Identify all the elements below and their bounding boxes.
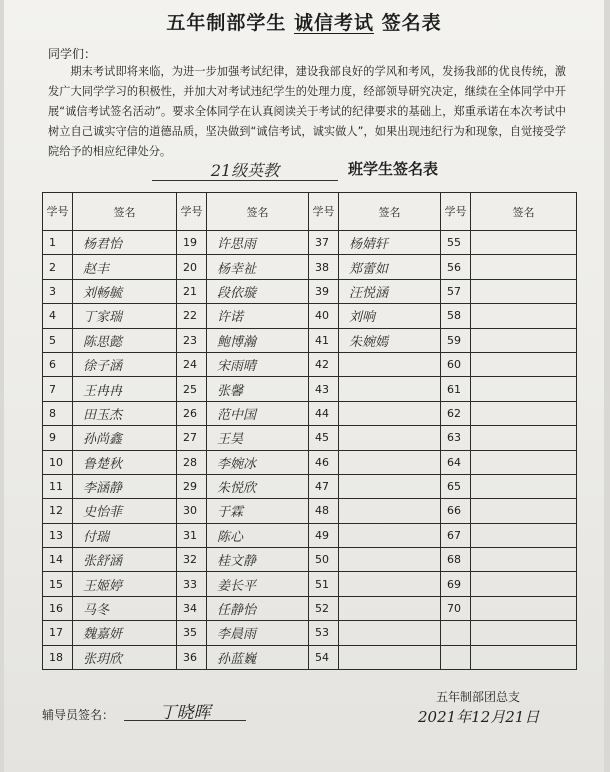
student-number-cell: 67 [441,523,471,547]
student-number-cell: 41 [309,328,339,352]
header-student-number: 学号 [309,193,339,231]
signature-cell: 汪悦涵 [339,279,441,303]
student-number-cell: 35 [177,621,207,645]
table-row [43,596,577,620]
class-name-handwritten: 21级英教 [152,158,338,181]
student-number-cell: 69 [441,572,471,596]
signature-cell [339,450,441,474]
student-number-cell: 32 [177,548,207,572]
signature-cell [471,279,577,303]
header-signature: 签名 [207,193,309,231]
signature-cell: 李晨雨 [207,621,309,645]
signature-cell: 姜长平 [207,572,309,596]
signature-cell: 朱悦欣 [207,474,309,498]
table-row [43,426,577,450]
page-title [4,8,604,35]
signature-cell: 杨幸祉 [207,255,309,279]
signature-cell [339,596,441,620]
signature-cell: 段依璇 [207,279,309,303]
date: 2021年12月21日 [418,708,540,726]
signature-cell [471,621,577,645]
student-number-cell: 37 [309,231,339,255]
signature-cell [339,426,441,450]
table-row [43,548,577,572]
student-number-cell: 53 [309,621,339,645]
student-number-cell: 70 [441,596,471,620]
signature-cell [339,474,441,498]
table-row [43,279,577,303]
signature-cell: 王昊 [207,426,309,450]
student-number-cell: 21 [177,279,207,303]
class-line [152,158,492,184]
signature-cell: 范中国 [207,401,309,425]
signature-cell: 陈思懿 [73,328,177,352]
student-number-cell: 64 [441,450,471,474]
signature-cell: 李婉冰 [207,450,309,474]
student-number-cell: 33 [177,572,207,596]
signature-cell: 赵丰 [73,255,177,279]
signature-cell: 马冬 [73,596,177,620]
table-row [43,304,577,328]
header-signature: 签名 [471,193,577,231]
signature-cell: 田玉杰 [73,401,177,425]
student-number-cell: 28 [177,450,207,474]
student-number-cell: 6 [43,352,73,376]
signature-cell: 陈心 [207,523,309,547]
counsellor-label: 辅导员签名： [42,708,115,722]
title-suffix: 签名表 [374,12,442,34]
signature-cell [339,499,441,523]
signature-cell [471,231,577,255]
signature-cell: 李涵静 [73,474,177,498]
signature-cell: 张馨 [207,377,309,401]
signature-cell [339,401,441,425]
student-number-cell: 17 [43,621,73,645]
student-number-cell [441,645,471,669]
student-number-cell: 54 [309,645,339,669]
signature-cell: 刘畅毓 [73,279,177,303]
signature-cell [471,596,577,620]
student-number-cell: 16 [43,596,73,620]
student-number-cell: 1 [43,231,73,255]
signature-cell [471,255,577,279]
student-number-cell: 60 [441,352,471,376]
student-number-cell: 18 [43,645,73,669]
table-row [43,255,577,279]
table-row [43,352,577,376]
signature-cell: 任静怡 [207,596,309,620]
student-number-cell: 4 [43,304,73,328]
student-number-cell: 55 [441,231,471,255]
student-number-cell: 11 [43,474,73,498]
student-number-cell: 61 [441,377,471,401]
student-number-cell: 40 [309,304,339,328]
student-number-cell: 42 [309,352,339,376]
header-student-number: 学号 [177,193,207,231]
signature-sheet-page [4,0,604,772]
signature-cell: 孙蓝巍 [207,645,309,669]
student-number-cell: 39 [309,279,339,303]
student-number-cell: 36 [177,645,207,669]
table-row [43,401,577,425]
student-number-cell: 23 [177,328,207,352]
student-number-cell: 7 [43,377,73,401]
student-number-cell: 13 [43,523,73,547]
signature-cell: 郑蕾如 [339,255,441,279]
signature-cell [471,450,577,474]
student-number-cell: 50 [309,548,339,572]
student-number-cell: 29 [177,474,207,498]
class-sheet-title: 班学生签名表 [348,160,439,178]
student-number-cell: 45 [309,426,339,450]
table-row [43,231,577,255]
signature-cell [339,572,441,596]
student-number-cell: 22 [177,304,207,328]
signature-cell: 于霖 [207,499,309,523]
student-number-cell: 58 [441,304,471,328]
student-number-cell: 63 [441,426,471,450]
student-number-cell [441,621,471,645]
signature-cell: 杨君怡 [73,231,177,255]
signature-cell [339,548,441,572]
signature-cell: 徐子涵 [73,352,177,376]
signature-cell: 许诺 [207,304,309,328]
student-number-cell: 44 [309,401,339,425]
signature-cell: 魏嘉妍 [73,621,177,645]
signature-cell: 张玥欣 [73,645,177,669]
student-number-cell: 3 [43,279,73,303]
student-number-cell: 9 [43,426,73,450]
student-number-cell: 49 [309,523,339,547]
student-number-cell: 27 [177,426,207,450]
student-number-cell: 26 [177,401,207,425]
header-student-number: 学号 [43,193,73,231]
greeting: 同学们： [48,47,97,61]
table-row [43,645,577,669]
student-number-cell: 12 [43,499,73,523]
signature-table [42,192,577,670]
header-student-number: 学号 [441,193,471,231]
student-number-cell: 15 [43,572,73,596]
student-number-cell: 57 [441,279,471,303]
student-number-cell: 14 [43,548,73,572]
signature-cell: 许思雨 [207,231,309,255]
student-number-cell: 59 [441,328,471,352]
counsellor-signature: 丁晓晖 [124,698,246,721]
header-signature: 签名 [339,193,441,231]
signature-cell: 丁家瑞 [73,304,177,328]
student-number-cell: 65 [441,474,471,498]
header-signature: 签名 [73,193,177,231]
signature-cell [339,645,441,669]
signature-cell [339,352,441,376]
signature-cell: 桂文静 [207,548,309,572]
student-number-cell: 56 [441,255,471,279]
signature-cell: 王姬婷 [73,572,177,596]
signature-cell: 鲁楚秋 [73,450,177,474]
signature-cell [471,645,577,669]
student-number-cell: 68 [441,548,471,572]
student-number-cell: 34 [177,596,207,620]
signature-cell [339,621,441,645]
student-number-cell: 5 [43,328,73,352]
student-number-cell: 62 [441,401,471,425]
student-number-cell: 25 [177,377,207,401]
notice-paragraph: 期末考试即将来临，为进一步加强考试纪律，建设我部良好的学风和考风，发扬我部的优良传统，激发广大同学学习的积极性，并加大对考试违纪学生的处理力度，经部领导研究决定，继续在全体同学中开展“诚信考试签名活动”。要求全体同学在认真阅读关于考试的纪律要求的基础上，郑重承诺在本次考试中树立自己诚实守信的道德品质，坚决做到“诚信考试，诚实做人”，如果出现违纪行为和现象，自觉接受学院给予的相应纪律处分。 [48,65,566,158]
student-number-cell: 43 [309,377,339,401]
student-number-cell: 31 [177,523,207,547]
table-row [43,621,577,645]
title-prefix: 五年制部学生 [166,12,294,34]
student-number-cell: 52 [309,596,339,620]
student-number-cell: 47 [309,474,339,498]
signature-cell [339,377,441,401]
signature-cell: 朱婉嫣 [339,328,441,352]
signature-cell [471,572,577,596]
student-number-cell: 20 [177,255,207,279]
student-number-cell: 38 [309,255,339,279]
signature-cell: 鲍博瀚 [207,328,309,352]
signature-cell: 杨婧轩 [339,231,441,255]
signature-cell [471,523,577,547]
signature-cell [471,548,577,572]
student-number-cell: 48 [309,499,339,523]
student-number-cell: 30 [177,499,207,523]
signature-cell: 付瑞 [73,523,177,547]
signature-cell: 刘响 [339,304,441,328]
table-row [43,328,577,352]
table-row [43,572,577,596]
signature-cell [471,352,577,376]
signature-cell: 史怡菲 [73,499,177,523]
signature-cell [471,377,577,401]
table-row [43,523,577,547]
table-row [43,450,577,474]
signature-cell: 王冉冉 [73,377,177,401]
signature-cell [471,304,577,328]
student-number-cell: 66 [441,499,471,523]
signature-cell: 张舒涵 [73,548,177,572]
signature-cell [471,474,577,498]
signature-cell: 宋雨晴 [207,352,309,376]
student-number-cell: 2 [43,255,73,279]
title-emphasis: 诚信考试 [293,12,374,34]
signature-cell [471,499,577,523]
signature-cell [471,426,577,450]
table-row [43,377,577,401]
student-number-cell: 24 [177,352,207,376]
student-number-cell: 8 [43,401,73,425]
signature-cell [339,523,441,547]
student-number-cell: 19 [177,231,207,255]
signature-cell: 孙尚鑫 [73,426,177,450]
signature-cell [471,328,577,352]
student-number-cell: 51 [309,572,339,596]
table-row [43,474,577,498]
issuer: 五年制部团总支 [436,690,521,704]
table-header-row [43,193,577,231]
signature-cell [471,401,577,425]
signature-table-body [43,231,577,670]
student-number-cell: 10 [43,450,73,474]
student-number-cell: 46 [309,450,339,474]
table-row [43,499,577,523]
